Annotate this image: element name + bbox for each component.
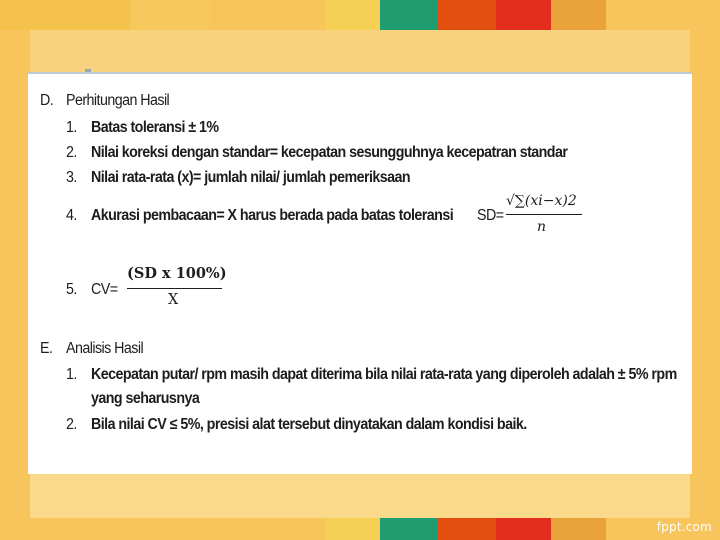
cv-denominator: X <box>168 292 179 308</box>
e-item-1-line1: Kecepatan putar/ rpm masih dapat diterima bila nilai rata-rata yang diperoleh adalah ± 5% rpm <box>91 366 677 383</box>
d-item-2-text: Nilai koreksi dengan standar= kecepatan sesungguhnya kecepatran standar <box>91 144 568 161</box>
d-item-4-num: 4. <box>66 207 77 224</box>
bottom-stripes <box>0 518 720 540</box>
sd-numerator: √∑(xi−x)2 <box>506 193 577 209</box>
section-e-letter: E. <box>40 340 53 357</box>
section-e-title: Analisis Hasil <box>66 340 144 357</box>
top-stripes <box>0 0 720 30</box>
scan-artifact <box>85 69 91 72</box>
sd-denominator: n <box>537 219 547 235</box>
d-item-1-num: 1. <box>66 119 77 136</box>
cv-fraction-line <box>127 288 222 289</box>
e-item-2-num: 2. <box>66 416 77 433</box>
d-item-4-text: Akurasi pembacaan= X harus berada pada batas toleransi <box>91 207 454 224</box>
d-item-2-num: 2. <box>66 144 77 161</box>
e-item-1-num: 1. <box>66 366 77 383</box>
e-item-1-line2: yang seharusnya <box>91 390 200 407</box>
d-item-1-text: Batas toleransi ± 1% <box>91 119 219 136</box>
d-item-5-text: CV= <box>91 281 118 298</box>
e-item-2-text: Bila nilai CV ≤ 5%, presisi alat tersebut dinyatakan dalam kondisi baik. <box>91 416 527 433</box>
sd-fraction-line <box>506 214 582 215</box>
sd-label: SD= <box>477 207 504 224</box>
d-item-5-num: 5. <box>66 281 77 298</box>
cv-numerator: (SD x 100%) <box>127 265 227 282</box>
section-d-title: Perhitungan Hasil <box>66 92 170 109</box>
d-item-3-num: 3. <box>66 169 77 186</box>
section-d-letter: D. <box>40 92 54 109</box>
fppt-brand-logo: fppt.com <box>656 520 712 534</box>
slide-header-band <box>30 30 690 74</box>
d-item-3-text: Nilai rata-rata (x)= jumlah nilai/ jumlah pemeriksaan <box>91 169 411 186</box>
